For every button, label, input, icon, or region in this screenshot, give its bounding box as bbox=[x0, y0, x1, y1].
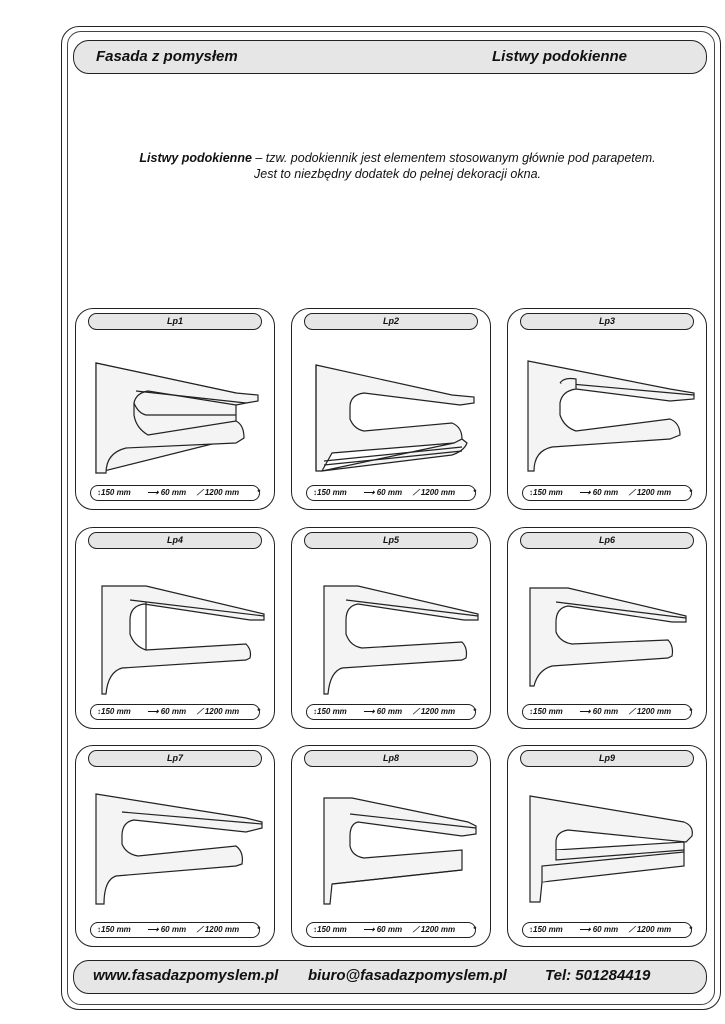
width-value: ⟶ 60 mm bbox=[147, 707, 187, 716]
intro-line2: Jest to niezbędny dodatek do pełnej dekoracji okna. bbox=[254, 167, 541, 181]
profile-drawing-lp8 bbox=[302, 780, 482, 920]
product-card-lp2[interactable] bbox=[291, 308, 491, 510]
asterisk-mark: * bbox=[257, 925, 261, 934]
length-value: ⟋ 1200 mm bbox=[629, 488, 672, 497]
profile-drawing-lp3 bbox=[518, 343, 698, 483]
asterisk-mark: * bbox=[473, 925, 477, 934]
product-card-lp5[interactable] bbox=[291, 527, 491, 729]
dimensions-bar bbox=[306, 485, 476, 501]
profile-drawing-lp1 bbox=[86, 343, 266, 483]
asterisk-mark: * bbox=[257, 488, 261, 497]
height-value: ↕150 mm bbox=[313, 925, 347, 934]
asterisk-mark: * bbox=[473, 707, 477, 716]
width-value: ⟶ 60 mm bbox=[147, 488, 187, 497]
asterisk-mark: * bbox=[689, 925, 693, 934]
product-card-lp3[interactable] bbox=[507, 308, 707, 510]
asterisk-mark: * bbox=[473, 488, 477, 497]
intro-text bbox=[90, 150, 705, 182]
width-value: ⟶ 60 mm bbox=[147, 925, 187, 934]
dimensions-bar bbox=[90, 922, 260, 938]
height-value: ↕150 mm bbox=[97, 707, 131, 716]
profile-drawing-lp5 bbox=[302, 562, 482, 702]
product-card-lp6[interactable] bbox=[507, 527, 707, 729]
product-name: Lp6 bbox=[520, 532, 694, 549]
dimensions-bar bbox=[306, 922, 476, 938]
width-value: ⟶ 60 mm bbox=[363, 488, 403, 497]
width-value: ⟶ 60 mm bbox=[579, 488, 619, 497]
length-value: ⟋ 1200 mm bbox=[197, 925, 240, 934]
width-value: ⟶ 60 mm bbox=[363, 925, 403, 934]
product-card-lp8[interactable] bbox=[291, 745, 491, 947]
asterisk-mark: * bbox=[689, 707, 693, 716]
product-card-lp9[interactable] bbox=[507, 745, 707, 947]
height-value: ↕150 mm bbox=[97, 925, 131, 934]
profile-drawing-lp9 bbox=[518, 780, 698, 920]
product-name: Lp8 bbox=[304, 750, 478, 767]
height-value: ↕150 mm bbox=[313, 707, 347, 716]
product-card-lp4[interactable] bbox=[75, 527, 275, 729]
width-value: ⟶ 60 mm bbox=[363, 707, 403, 716]
product-card-lp7[interactable] bbox=[75, 745, 275, 947]
dimensions-bar bbox=[306, 704, 476, 720]
length-value: ⟋ 1200 mm bbox=[413, 707, 456, 716]
website-link[interactable]: www.fasadazpomyslem.pl bbox=[93, 967, 279, 984]
length-value: ⟋ 1200 mm bbox=[629, 925, 672, 934]
width-value: ⟶ 60 mm bbox=[579, 925, 619, 934]
product-name: Lp7 bbox=[88, 750, 262, 767]
height-value: ↕150 mm bbox=[529, 707, 563, 716]
dimensions-bar bbox=[522, 485, 692, 501]
product-name: Lp4 bbox=[88, 532, 262, 549]
dimensions-bar bbox=[522, 704, 692, 720]
height-value: ↕150 mm bbox=[529, 488, 563, 497]
dimensions-bar bbox=[90, 704, 260, 720]
company-title: Fasada z pomysłem bbox=[96, 48, 238, 65]
height-value: ↕150 mm bbox=[313, 488, 347, 497]
height-value: ↕150 mm bbox=[529, 925, 563, 934]
profile-drawing-lp6 bbox=[518, 562, 698, 702]
intro-line1: – tzw. podokiennik jest elementem stosowanym głównie pod parapetem. bbox=[251, 151, 656, 165]
section-title: Listwy podokienne bbox=[491, 48, 627, 65]
length-value: ⟋ 1200 mm bbox=[197, 707, 240, 716]
product-name: Lp3 bbox=[520, 313, 694, 330]
product-name: Lp5 bbox=[304, 532, 478, 549]
profile-drawing-lp7 bbox=[86, 780, 266, 920]
length-value: ⟋ 1200 mm bbox=[197, 488, 240, 497]
product-card-lp1[interactable] bbox=[75, 308, 275, 510]
length-value: ⟋ 1200 mm bbox=[413, 925, 456, 934]
length-value: ⟋ 1200 mm bbox=[413, 488, 456, 497]
length-value: ⟋ 1200 mm bbox=[629, 707, 672, 716]
dimensions-bar bbox=[522, 922, 692, 938]
profile-drawing-lp2 bbox=[302, 343, 482, 483]
phone-number: Tel: 501284419 bbox=[545, 967, 651, 984]
height-value: ↕150 mm bbox=[97, 488, 131, 497]
intro-term: Listwy podokienne bbox=[139, 151, 252, 165]
email-link[interactable]: biuro@fasadazpomyslem.pl bbox=[308, 967, 507, 984]
profile-drawing-lp4 bbox=[86, 562, 266, 702]
asterisk-mark: * bbox=[689, 488, 693, 497]
asterisk-mark: * bbox=[257, 707, 261, 716]
width-value: ⟶ 60 mm bbox=[579, 707, 619, 716]
product-name: Lp2 bbox=[304, 313, 478, 330]
product-name: Lp1 bbox=[88, 313, 262, 330]
product-name: Lp9 bbox=[520, 750, 694, 767]
dimensions-bar bbox=[90, 485, 260, 501]
